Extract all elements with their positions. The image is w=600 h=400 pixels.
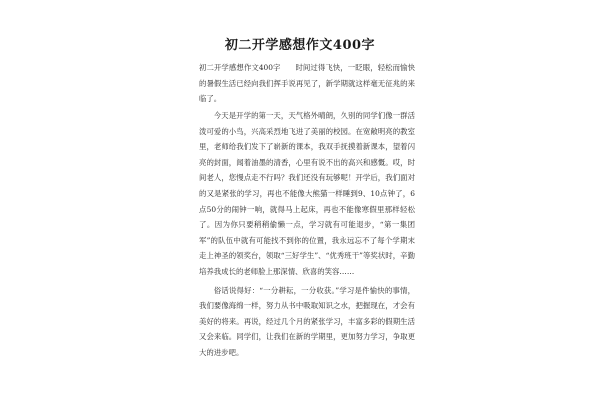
article-title: 初二开学感想作文400字 (224, 38, 376, 53)
article-paragraph-conclusion: 俗话说得好：“一分耕耘，一分收获。”学习是件愉快的事情，我们要像海绵一样，努力从书中吸取知识之水，把握现在，才会有美好的将来。再说，经过几个月的紧张学习，丰富多彩的假期生活又会来临。同学们，让我们在新的学期里，更加努力学习，争取更大的进步吧。 (199, 285, 415, 357)
article-paragraph-intro: 初二开学感想作文400字 时间过得飞快，一眨眼，轻松而愉快的暑假生活已经向我们挥手说再见了，新学期就这样毫无征兆的来临了。 (199, 63, 415, 104)
article-paragraph-first-day: 今天是开学的第一天，天气格外晴朗，久别的同学们像一群活泼可爱的小鸟，兴高采烈地飞进了美丽的校园。在宽敞明亮的教室里，老师给我们发下了崭新的课本，我双手抚摸着新课本，望着闪亮的封面，闻着油墨的清香，心里有说不出的高兴和感慨。哎，时间老人，您慢点走不行吗？我们还没有玩够呢！开学后，我们面对的又是紧张的学习，再也不能像大熊猫一样睡到9、10点钟了，6点50分的闹钟一响，就得马上起床，再也不能像寒假里那样轻松了。因为你只要稍稍偷懒一点，学习就有可能退步，“第一集团军”的队伍中就有可能找不到你的位置，我永远忘不了每个学期末走上神圣的领奖台，领取“三好学生”、“优秀班干”等奖状时，辛勤培养我成长的老师脸上那深情、欣喜的笑容…… (199, 110, 415, 276)
article-body (199, 60, 415, 360)
